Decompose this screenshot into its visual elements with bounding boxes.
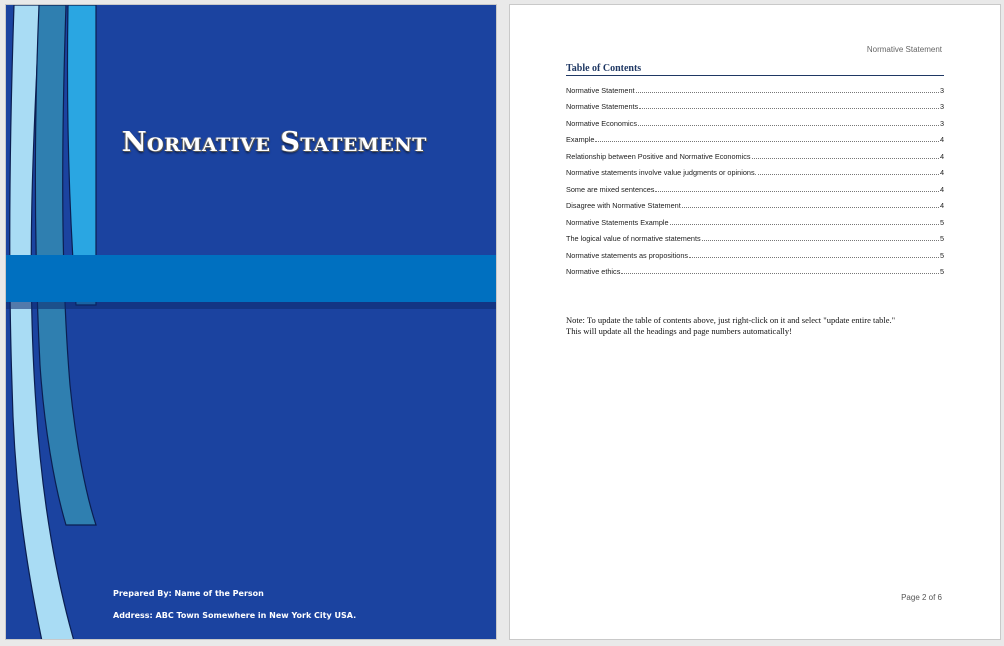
toc-leader xyxy=(670,224,939,225)
toc-entry-page: 4 xyxy=(939,135,944,144)
toc-entry-label: Some are mixed sentences xyxy=(566,184,655,194)
toc-entry[interactable] xyxy=(566,260,944,277)
toc-entry-label: Example xyxy=(566,135,595,144)
toc-entry[interactable] xyxy=(566,78,944,95)
toc-leader xyxy=(636,92,939,93)
cover-title: Normative Statement xyxy=(122,127,427,158)
toc-entry-label: Normative Statements xyxy=(566,102,639,111)
page-header: Normative Statement xyxy=(866,45,942,54)
toc-note-line2: This will update all the headings and page numbers automatically! xyxy=(566,326,792,336)
toc-entry-page: 4 xyxy=(939,168,944,177)
toc-entry-label: Normative Statement xyxy=(566,85,635,95)
toc-leader xyxy=(655,191,939,192)
band-shadow xyxy=(6,301,497,309)
toc-entry-page: 3 xyxy=(939,102,944,111)
toc-entry-label: Normative ethics xyxy=(566,267,621,276)
toc-entry-label: Disagree with Normative Statement xyxy=(566,201,681,210)
toc-entry-page: 5 xyxy=(939,217,944,227)
toc-entry[interactable] xyxy=(566,128,944,145)
toc-entry-page: 3 xyxy=(939,118,944,128)
toc-entry-page: 5 xyxy=(939,250,944,260)
toc-entry-page: 3 xyxy=(939,85,944,95)
toc-entry[interactable] xyxy=(566,95,944,112)
toc-entry-label: Relationship between Positive and Normative Economics xyxy=(566,151,751,161)
toc-note xyxy=(566,315,951,337)
toc-entry-page: 4 xyxy=(939,201,944,210)
toc-entry-page: 5 xyxy=(939,234,944,243)
toc-entry[interactable] xyxy=(566,210,944,227)
cover-decoration xyxy=(6,5,497,640)
toc-entry-page: 4 xyxy=(939,184,944,194)
toc-entry[interactable] xyxy=(566,177,944,194)
toc-entry-label: Normative statements as propositions xyxy=(566,250,689,260)
toc-entry-label: Normative Statements Example xyxy=(566,217,669,227)
toc-list xyxy=(566,78,944,276)
toc-entry-label: The logical value of normative statements xyxy=(566,234,701,243)
toc-leader xyxy=(621,273,939,274)
page-number: Page 2 of 6 xyxy=(901,593,942,602)
toc-entry[interactable] xyxy=(566,144,944,161)
cover-band xyxy=(6,255,497,302)
toc-title: Table of Contents xyxy=(566,63,944,76)
toc-leader xyxy=(702,240,939,241)
toc-entry-page: 5 xyxy=(939,267,944,276)
toc-leader xyxy=(639,108,939,109)
toc-entry-label: Normative Economics xyxy=(566,118,637,128)
toc-leader xyxy=(752,158,939,159)
cover-page xyxy=(5,4,497,640)
toc-entry-label: Normative statements involve value judgments or opinions. xyxy=(566,168,757,177)
toc-entry[interactable] xyxy=(566,194,944,211)
toc-leader xyxy=(682,207,939,208)
address: Address: ABC Town Somewhere in New York City USA. xyxy=(113,611,357,620)
toc-leader xyxy=(595,141,939,142)
toc-entry[interactable] xyxy=(566,111,944,128)
toc-page xyxy=(509,4,1001,640)
toc-entry[interactable] xyxy=(566,227,944,244)
prepared-by: Prepared By: Name of the Person xyxy=(113,589,264,598)
toc-leader xyxy=(689,257,939,258)
toc-entry-page: 4 xyxy=(939,151,944,161)
toc-entry[interactable] xyxy=(566,161,944,178)
toc-entry[interactable] xyxy=(566,243,944,260)
toc-leader xyxy=(638,125,939,126)
toc-leader xyxy=(758,174,939,175)
toc-note-line1: Note: To update the table of contents above, just right-click on it and select "update entire table." xyxy=(566,315,896,325)
